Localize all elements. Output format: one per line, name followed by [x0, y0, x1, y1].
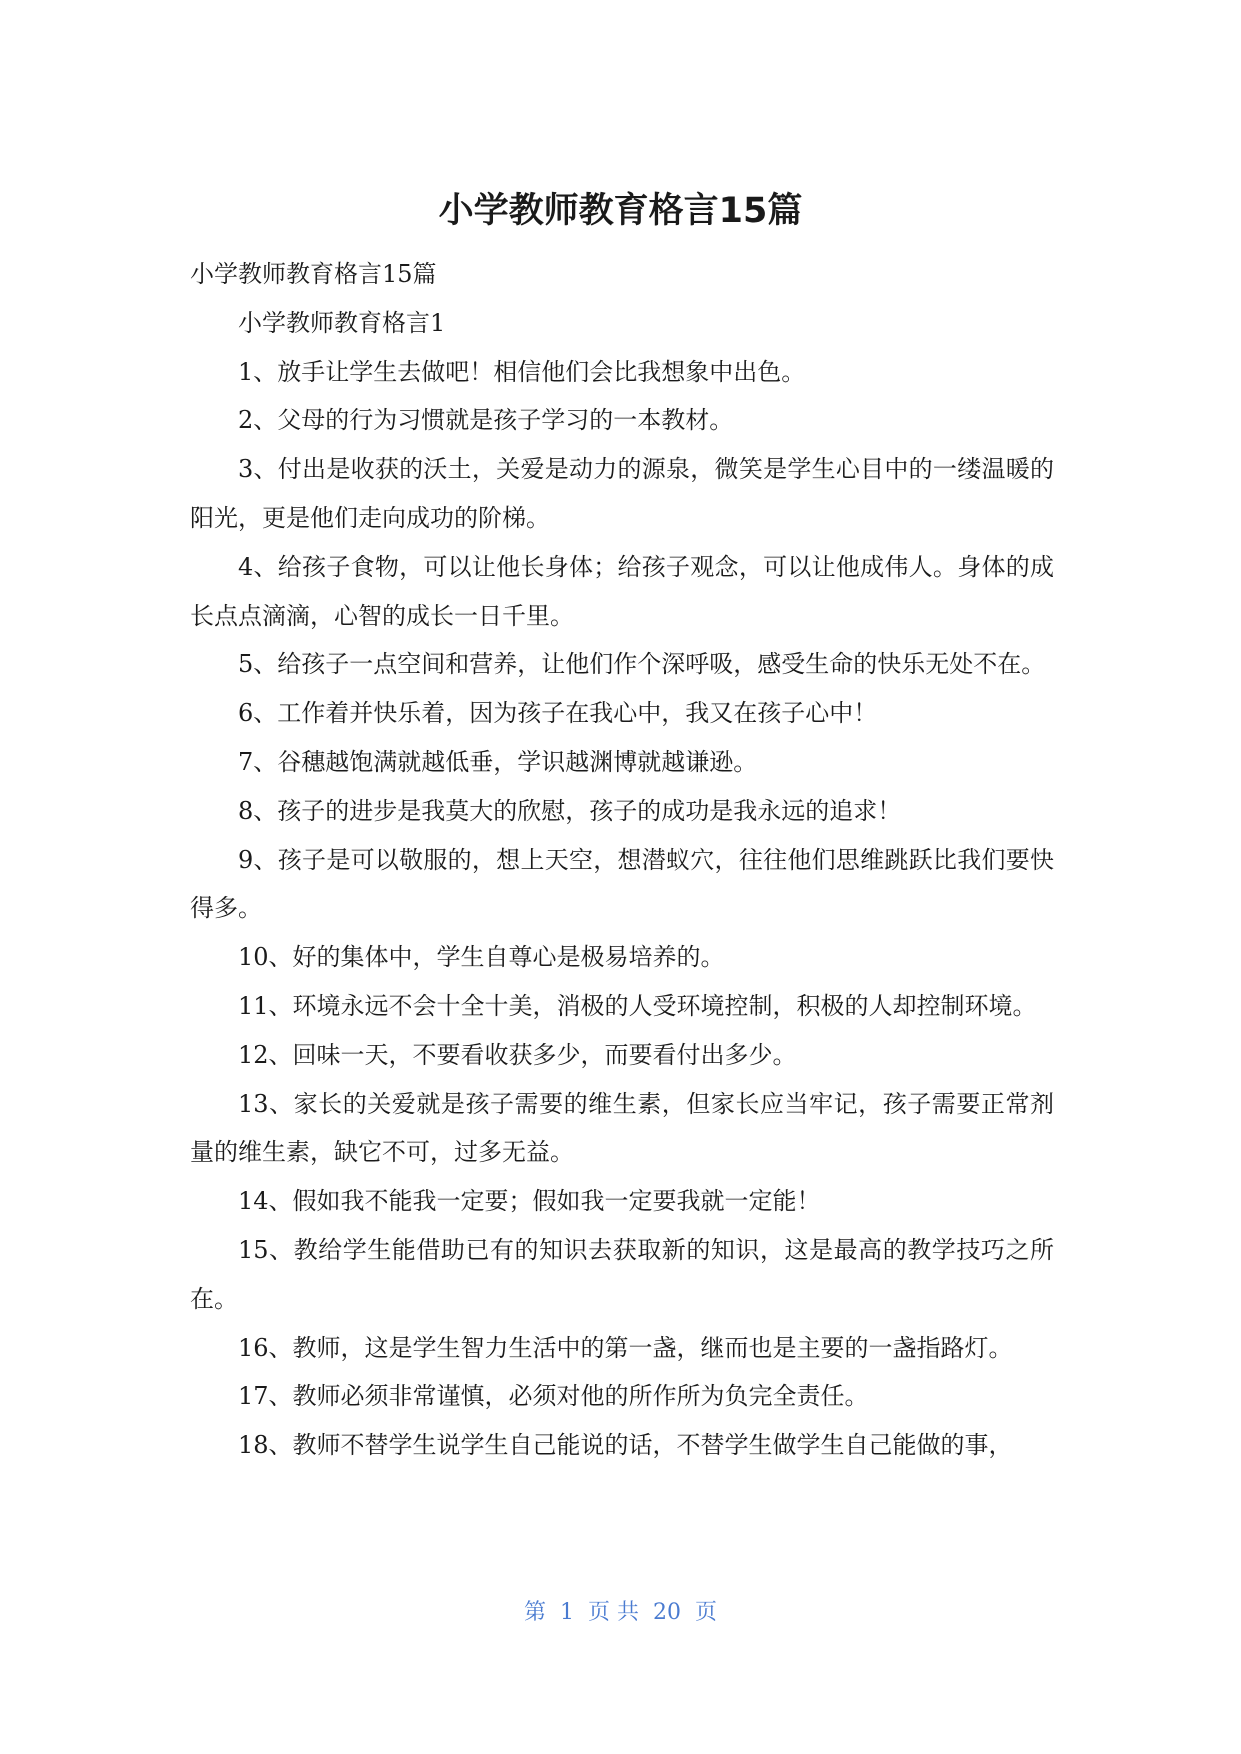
list-item: 12、回味一天，不要看收获多少，而要看付出多少。	[238, 1040, 797, 1069]
list-item: 10、好的集体中，学生自尊心是极易培养的。	[238, 943, 725, 972]
list-item: 11、环境永远不会十全十美，消极的人受环境控制，积极的人却控制环境。	[238, 991, 1037, 1020]
list-item: 2、父母的行为习惯就是孩子学习的一本教材。	[238, 406, 734, 435]
list-item: 13、家长的关爱就是孩子需要的维生素，但家长应当牢记，孩子需要正常剂量的维生素，缺它不可，过多无益。	[190, 1089, 1054, 1167]
section-heading: 小学教师教育格言1	[238, 308, 446, 337]
document-subtitle: 小学教师教育格言15篇	[190, 260, 437, 288]
list-item: 16、教师，这是学生智力生活中的第一盏，继而也是主要的一盏指路灯。	[238, 1333, 1013, 1362]
list-item: 7、谷穗越饱满就越低垂，学识越渊博就越谦逊。	[238, 747, 758, 776]
list-item: 8、孩子的进步是我莫大的欣慰，孩子的成功是我永远的追求！	[238, 796, 902, 825]
list-item: 1、放手让学生去做吧！相信他们会比我想象中出色。	[238, 357, 806, 386]
document-body	[190, 250, 1054, 1470]
list-item: 3、付出是收获的沃土，关爱是动力的源泉，微笑是学生心目中的一缕温暖的阳光，更是他们走向成功的阶梯。	[190, 455, 1054, 532]
page-number: 第 1 页 共 20 页	[524, 1600, 717, 1625]
list-item: 4、给孩子食物，可以让他长身体；给孩子观念，可以让他成伟人。身体的成长点点滴滴，心智的成长一日千里。	[190, 552, 1054, 630]
list-item: 6、工作着并快乐着，因为孩子在我心中，我又在孩子心中！	[238, 699, 878, 728]
list-item: 5、给孩子一点空间和营养，让他们作个深呼吸，感受生命的快乐无处不在。	[238, 650, 1046, 679]
list-item: 18、教师不替学生说学生自己能说的话，不替学生做学生自己能做的事，	[238, 1431, 1013, 1460]
document-title: 小学教师教育格言15篇	[438, 191, 803, 231]
list-item: 9、孩子是可以敬服的，想上天空，想潜蚁穴，往往他们思维跳跃比我们要快得多。	[190, 845, 1054, 923]
list-item: 17、教师必须非常谨慎，必须对他的所作所为负完全责任。	[238, 1382, 869, 1411]
list-item: 14、假如我不能我一定要；假如我一定要我就一定能！	[238, 1187, 821, 1216]
list-item: 15、教给学生能借助已有的知识去获取新的知识，这是最高的教学技巧之所在。	[190, 1235, 1054, 1313]
